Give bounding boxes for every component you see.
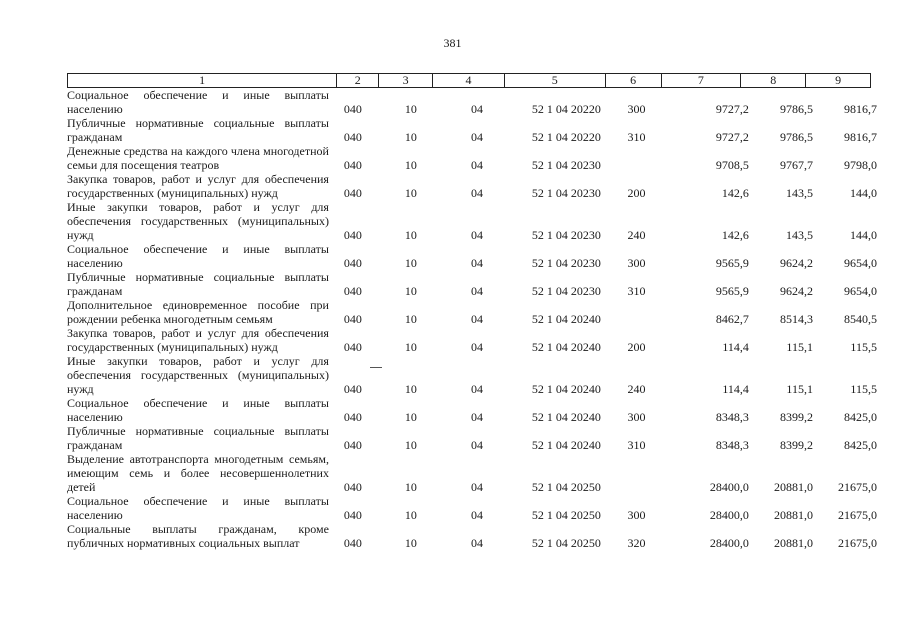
row-cell-col-5: 52 1 04 20250 [531, 536, 601, 550]
row-name-cell: Социальное обеспечение и иные выплаты населению [67, 494, 329, 522]
row-cell-col-7: 9708,5 [715, 158, 749, 172]
row-cell-col-6: 200 [627, 340, 646, 354]
row-cell-col-2: 040 [343, 228, 362, 242]
table-row [67, 144, 877, 172]
row-cell-col-4: 04 [471, 410, 484, 424]
page-number: 381 [443, 36, 462, 50]
table-row [67, 522, 877, 550]
row-cell-col-8: 20881,0 [773, 480, 813, 494]
table-row [67, 494, 877, 522]
header-col-2: 2 [337, 74, 379, 87]
row-name-cell: Социальные выплаты гражданам, кроме публичных нормативных социальных выплат [67, 522, 329, 550]
table-row [67, 326, 877, 354]
row-cell-col-4: 04 [471, 508, 484, 522]
row-cell-col-3: 10 [404, 130, 417, 144]
row-cell-col-7: 114,4 [722, 382, 749, 396]
row-cell-col-5: 52 1 04 20230 [531, 284, 601, 298]
row-cell-col-3: 10 [404, 256, 417, 270]
row-cell-col-6: 300 [627, 256, 646, 270]
row-cell-col-9: 115,5 [850, 340, 877, 354]
row-cell-col-4: 04 [471, 256, 484, 270]
row-name-cell: Закупка товаров, работ и услуг для обеспечения государственных (муниципальных) нужд [67, 172, 329, 200]
row-cell-col-9: 8540,5 [843, 312, 877, 326]
row-cell-col-5: 52 1 04 20240 [531, 312, 601, 326]
table-row [67, 354, 877, 396]
row-cell-col-4: 04 [471, 340, 484, 354]
row-cell-col-3: 10 [404, 410, 417, 424]
row-cell-col-3: 10 [404, 340, 417, 354]
row-cell-col-4: 04 [471, 284, 484, 298]
row-cell-col-7: 114,4 [722, 340, 749, 354]
row-name-cell: Социальное обеспечение и иные выплаты населению [67, 88, 329, 116]
row-cell-col-3: 10 [404, 158, 417, 172]
row-cell-col-7: 142,6 [721, 228, 749, 242]
row-cell-col-3: 10 [404, 508, 417, 522]
row-cell-col-3: 10 [404, 536, 417, 550]
row-cell-col-7: 9727,2 [715, 130, 749, 144]
row-cell-col-3: 10 [404, 186, 417, 200]
row-cell-col-8: 8514,3 [779, 312, 813, 326]
row-name-cell: Публичные нормативные социальные выплаты гражданам [67, 116, 329, 144]
row-cell-col-7: 8348,3 [715, 410, 749, 424]
row-cell-col-8: 9786,5 [779, 130, 813, 144]
row-cell-col-3: 10 [404, 382, 417, 396]
row-cell-col-3: 10 [404, 438, 417, 452]
row-cell-col-8: 143,5 [785, 186, 813, 200]
row-cell-col-9: 115,5 [850, 382, 877, 396]
row-cell-col-5: 52 1 04 20230 [531, 256, 601, 270]
row-cell-col-6: 240 [627, 228, 646, 242]
table-row [67, 424, 877, 452]
row-cell-col-8: 9624,2 [779, 284, 813, 298]
row-cell-col-6: 310 [627, 130, 646, 144]
row-cell-col-9: 144,0 [849, 228, 877, 242]
row-cell-col-2: 040 [343, 480, 362, 494]
header-col-1: 1 [68, 74, 337, 87]
row-cell-col-5: 52 1 04 20240 [531, 340, 601, 354]
row-name-cell: Публичные нормативные социальные выплаты гражданам [67, 424, 329, 452]
row-cell-col-7: 8348,3 [715, 438, 749, 452]
table-body [67, 88, 877, 550]
row-cell-col-5: 52 1 04 20240 [531, 410, 601, 424]
row-cell-col-6: 300 [627, 508, 646, 522]
header-col-8: 8 [741, 74, 806, 87]
row-cell-col-5: 52 1 04 20250 [531, 480, 601, 494]
row-cell-col-2: 040 [343, 186, 362, 200]
table-header [67, 73, 871, 88]
row-cell-col-4: 04 [471, 158, 484, 172]
row-cell-col-7: 28400,0 [709, 508, 749, 522]
row-cell-col-3: 10 [404, 228, 417, 242]
row-cell-col-5: 52 1 04 20230 [531, 158, 601, 172]
row-cell-col-9: 9816,7 [843, 102, 877, 116]
row-cell-col-6: 200 [627, 186, 646, 200]
row-name-cell: Иные закупки товаров, работ и услуг для обеспечения государственных (муниципальных) нужд [67, 200, 329, 242]
row-cell-col-4: 04 [471, 312, 484, 326]
table-row [67, 200, 877, 242]
row-cell-col-8: 20881,0 [773, 536, 813, 550]
row-cell-col-2: 040 [343, 410, 362, 424]
row-cell-col-8: 9786,5 [779, 102, 813, 116]
row-cell-col-3: 10 [404, 312, 417, 326]
row-cell-col-5: 52 1 04 20230 [531, 228, 601, 242]
row-name-cell: Закупка товаров, работ и услуг для обеспечения государственных (муниципальных) нужд [67, 326, 329, 354]
table-row [67, 396, 877, 424]
row-cell-col-9: 21675,0 [837, 536, 877, 550]
row-cell-col-7: 9727,2 [715, 102, 749, 116]
row-cell-col-9: 8425,0 [843, 438, 877, 452]
row-cell-col-4: 04 [471, 102, 484, 116]
table-row [67, 242, 877, 270]
row-cell-col-9: 8425,0 [843, 410, 877, 424]
row-cell-col-7: 142,6 [721, 186, 749, 200]
row-cell-col-8: 8399,2 [779, 438, 813, 452]
row-cell-col-5: 52 1 04 20220 [531, 130, 601, 144]
row-cell-col-2: 040 [343, 438, 362, 452]
row-cell-col-6: 300 [627, 102, 646, 116]
stray-mark [370, 367, 382, 368]
row-cell-col-9: 9654,0 [843, 256, 877, 270]
row-cell-col-2: 040 [343, 102, 362, 116]
row-cell-col-9: 21675,0 [837, 508, 877, 522]
row-cell-col-2: 040 [343, 130, 362, 144]
table-row [67, 172, 877, 200]
row-cell-col-9: 9654,0 [843, 284, 877, 298]
row-cell-col-3: 10 [404, 480, 417, 494]
row-cell-col-2: 040 [343, 382, 362, 396]
row-cell-col-5: 52 1 04 20230 [531, 186, 601, 200]
header-col-5: 5 [505, 74, 606, 87]
row-cell-col-2: 040 [343, 284, 362, 298]
row-cell-col-8: 115,1 [786, 382, 813, 396]
row-name-cell: Иные закупки товаров, работ и услуг для обеспечения государственных (муниципальных) нужд [67, 354, 329, 396]
row-cell-col-2: 040 [343, 340, 362, 354]
row-name-cell: Дополнительное единовременное пособие при рождении ребенка многодетным семьям [67, 298, 329, 326]
header-col-3: 3 [379, 74, 433, 87]
table-row [67, 298, 877, 326]
row-name-cell: Социальное обеспечение и иные выплаты населению [67, 242, 329, 270]
row-cell-col-7: 28400,0 [709, 480, 749, 494]
row-cell-col-5: 52 1 04 20220 [531, 102, 601, 116]
row-name-cell: Социальное обеспечение и иные выплаты населению [67, 396, 329, 424]
row-cell-col-4: 04 [471, 186, 484, 200]
row-cell-col-4: 04 [471, 130, 484, 144]
row-name-cell: Публичные нормативные социальные выплаты гражданам [67, 270, 329, 298]
row-cell-col-8: 143,5 [785, 228, 813, 242]
row-cell-col-4: 04 [471, 438, 484, 452]
row-cell-col-7: 9565,9 [715, 256, 749, 270]
row-cell-col-3: 10 [404, 102, 417, 116]
row-cell-col-7: 9565,9 [715, 284, 749, 298]
row-cell-col-6: 300 [627, 410, 646, 424]
row-name-cell: Денежные средства на каждого члена многодетной семьи для посещения театров [67, 144, 329, 172]
row-cell-col-6: 310 [627, 284, 646, 298]
row-cell-col-9: 144,0 [849, 186, 877, 200]
row-cell-col-8: 9767,7 [779, 158, 813, 172]
row-cell-col-6: 240 [627, 382, 646, 396]
row-cell-col-2: 040 [343, 508, 362, 522]
row-cell-col-8: 20881,0 [773, 508, 813, 522]
row-cell-col-2: 040 [343, 312, 362, 326]
row-cell-col-7: 8462,7 [715, 312, 749, 326]
table-row [67, 116, 877, 144]
row-cell-col-2: 040 [343, 256, 362, 270]
row-cell-col-5: 52 1 04 20240 [531, 438, 601, 452]
row-cell-col-9: 21675,0 [837, 480, 877, 494]
row-cell-col-8: 9624,2 [779, 256, 813, 270]
row-cell-col-8: 8399,2 [779, 410, 813, 424]
header-col-4: 4 [433, 74, 505, 87]
row-cell-col-8: 115,1 [786, 340, 813, 354]
table-row [67, 88, 877, 116]
header-col-7: 7 [662, 74, 742, 87]
header-col-9: 9 [835, 73, 842, 87]
row-cell-col-2: 040 [343, 158, 362, 172]
row-name-cell: Выделение автотранспорта многодетным семьям, имеющим семь и более несовершеннолетних детей [67, 452, 329, 494]
row-cell-col-9: 9816,7 [843, 130, 877, 144]
row-cell-col-6: 310 [627, 438, 646, 452]
row-cell-col-4: 04 [471, 480, 484, 494]
row-cell-col-9: 9798,0 [843, 158, 877, 172]
table-row [67, 270, 877, 298]
row-cell-col-4: 04 [471, 228, 484, 242]
row-cell-col-5: 52 1 04 20240 [531, 382, 601, 396]
row-cell-col-5: 52 1 04 20250 [531, 508, 601, 522]
row-cell-col-7: 28400,0 [709, 536, 749, 550]
row-cell-col-3: 10 [404, 284, 417, 298]
table-row [67, 452, 877, 494]
row-cell-col-2: 040 [343, 536, 362, 550]
row-cell-col-6: 320 [627, 536, 646, 550]
row-cell-col-4: 04 [471, 382, 484, 396]
header-col-6: 6 [606, 74, 662, 87]
row-cell-col-4: 04 [471, 536, 484, 550]
